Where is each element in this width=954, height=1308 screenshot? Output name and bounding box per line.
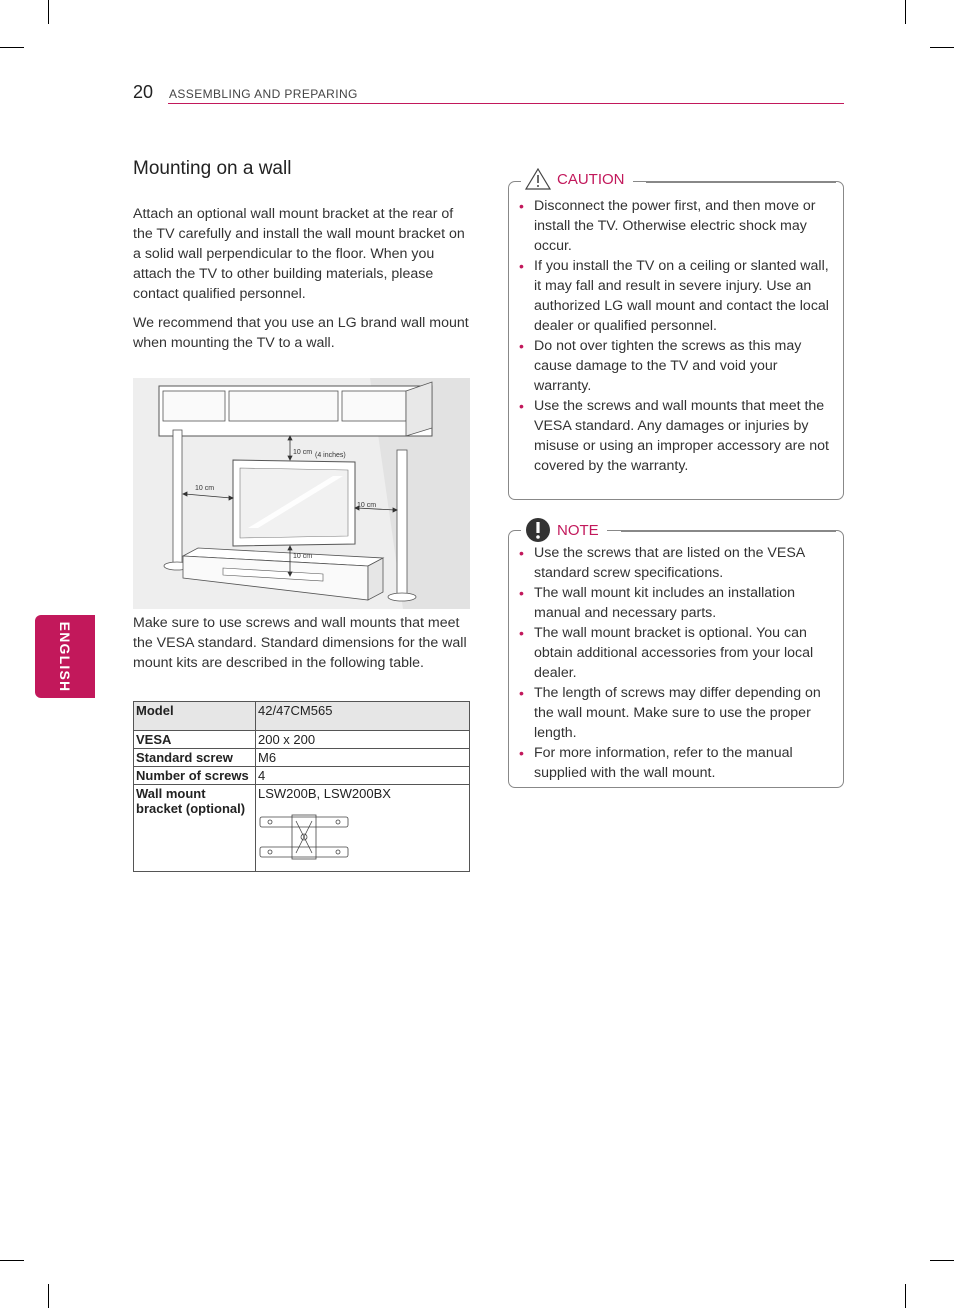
note-title: NOTE: [557, 521, 599, 539]
list-item: [518, 623, 836, 683]
list-item-text: The wall mount kit includes an installation manual and necessary parts.: [534, 585, 796, 621]
list-item-text: Do not over tighten the screws as this may cause damage to the TV and void your warranty.: [534, 338, 802, 394]
list-item: [518, 583, 836, 623]
table-cell-value: 42/47CM565: [256, 702, 470, 731]
intro-paragraph: We recommend that you use an LG brand wall mount when mounting the TV to a wall.: [133, 315, 469, 351]
note-list: [518, 543, 836, 783]
page-number: 20: [133, 82, 154, 102]
crop-mark: [930, 47, 954, 48]
list-item: [518, 743, 836, 783]
language-tab-label: ENGLISH: [57, 621, 73, 692]
list-item-text: Use the screws that are listed on the VESA standard screw specifications.: [534, 545, 805, 581]
caution-title: CAUTION: [557, 170, 625, 188]
intro-paragraph: Attach an optional wall mount bracket at the rear of the TV carefully and install the wall mount bracket on a solid wall perpendicular to the floor. When you attach the TV to other building materials, please contact qualified personnel.: [133, 206, 465, 302]
warning-triangle-icon: [525, 168, 551, 190]
caution-box: [508, 170, 844, 500]
table-cell-value: LSW200B, LSW200BX: [258, 786, 391, 801]
list-item-text: For more information, refer to the manual supplied with the wall mount.: [534, 745, 793, 781]
table-cell-key: Standard screw: [134, 749, 256, 767]
list-item: [518, 543, 836, 583]
figure-label-bottom: 10 cm: [293, 553, 313, 560]
table-row: [134, 749, 470, 767]
bullet-dot-icon: •: [519, 398, 524, 414]
note-title-rule: [621, 531, 836, 532]
table-cell-key: VESA: [134, 731, 256, 749]
table-row: [134, 702, 470, 731]
figure-label-top: 10 cm: [293, 449, 313, 456]
crop-mark: [905, 1284, 906, 1308]
bullet-dot-icon: •: [519, 258, 524, 274]
table-cell-key: Wall mount bracket (optional): [134, 785, 256, 872]
crop-mark: [905, 0, 906, 24]
wall-mount-bracket-image: [258, 813, 350, 863]
bullet-dot-icon: •: [519, 585, 524, 601]
list-item: [518, 683, 836, 743]
note-header: [521, 517, 607, 543]
list-item-text: The wall mount bracket is optional. You can obtain additional accessories from your local dealer.: [534, 625, 814, 681]
bullet-dot-icon: •: [519, 685, 524, 701]
table-cell-key: Number of screws: [134, 767, 256, 785]
list-item-text: The length of screws may differ depending on the wall mount. Make sure to use the proper length.: [534, 685, 821, 741]
figure-label-top-inch: (4 inches): [315, 452, 346, 459]
list-item: [518, 256, 836, 336]
table-cell-value: 200 x 200: [256, 731, 470, 749]
note-box: [508, 521, 844, 788]
figure-label-right: 10 cm: [357, 502, 377, 509]
bullet-dot-icon: •: [519, 745, 524, 761]
list-item-text: Disconnect the power first, and then move or install the TV. Otherwise electric shock may occur.: [534, 198, 816, 254]
crop-mark: [48, 0, 49, 24]
figure-label-left: 10 cm: [195, 485, 215, 492]
section-title: ASSEMBLING AND PREPARING: [169, 87, 358, 101]
caution-list: [518, 196, 836, 476]
table-cell-value: 4: [256, 767, 470, 785]
bullet-dot-icon: •: [519, 198, 524, 214]
page-title: Mounting on a wall: [133, 158, 292, 179]
list-item-text: If you install the TV on a ceiling or slanted wall, it may fall and result in severe injury. Use an authorized LG wall mount and contact the local dealer or qualified personnel.: [534, 258, 829, 334]
list-item-text: Use the screws and wall mounts that meet the VESA standard. Any damages or injuries by misuse or using an improper accessory are not covered by the warranty.: [534, 398, 829, 474]
table-row: [134, 767, 470, 785]
list-item: [518, 196, 836, 256]
caution-header: [521, 168, 633, 190]
crop-mark: [0, 47, 24, 48]
table-row: [134, 785, 470, 872]
list-item: [518, 336, 836, 396]
table-cell-key: Model: [134, 702, 256, 731]
table-cell-value: M6: [256, 749, 470, 767]
bullet-dot-icon: •: [519, 625, 524, 641]
bullet-dot-icon: •: [519, 338, 524, 354]
crop-mark: [930, 1260, 954, 1261]
crop-mark: [0, 1260, 24, 1261]
caution-title-rule: [646, 182, 836, 183]
list-item: [518, 396, 836, 476]
table-intro: Make sure to use screws and wall mounts that meet the VESA standard. Standard dimensions for the wall mount kits are described in the following table.: [133, 615, 467, 671]
header-rule: [168, 103, 844, 104]
wall-mount-clearance-figure: [133, 378, 470, 609]
exclamation-circle-icon: [525, 517, 551, 543]
table-row: [134, 731, 470, 749]
table-cell-value-with-image: [256, 785, 470, 872]
vesa-spec-table: [133, 701, 470, 872]
bullet-dot-icon: •: [519, 545, 524, 561]
language-tab: [35, 615, 95, 698]
crop-mark: [48, 1284, 49, 1308]
